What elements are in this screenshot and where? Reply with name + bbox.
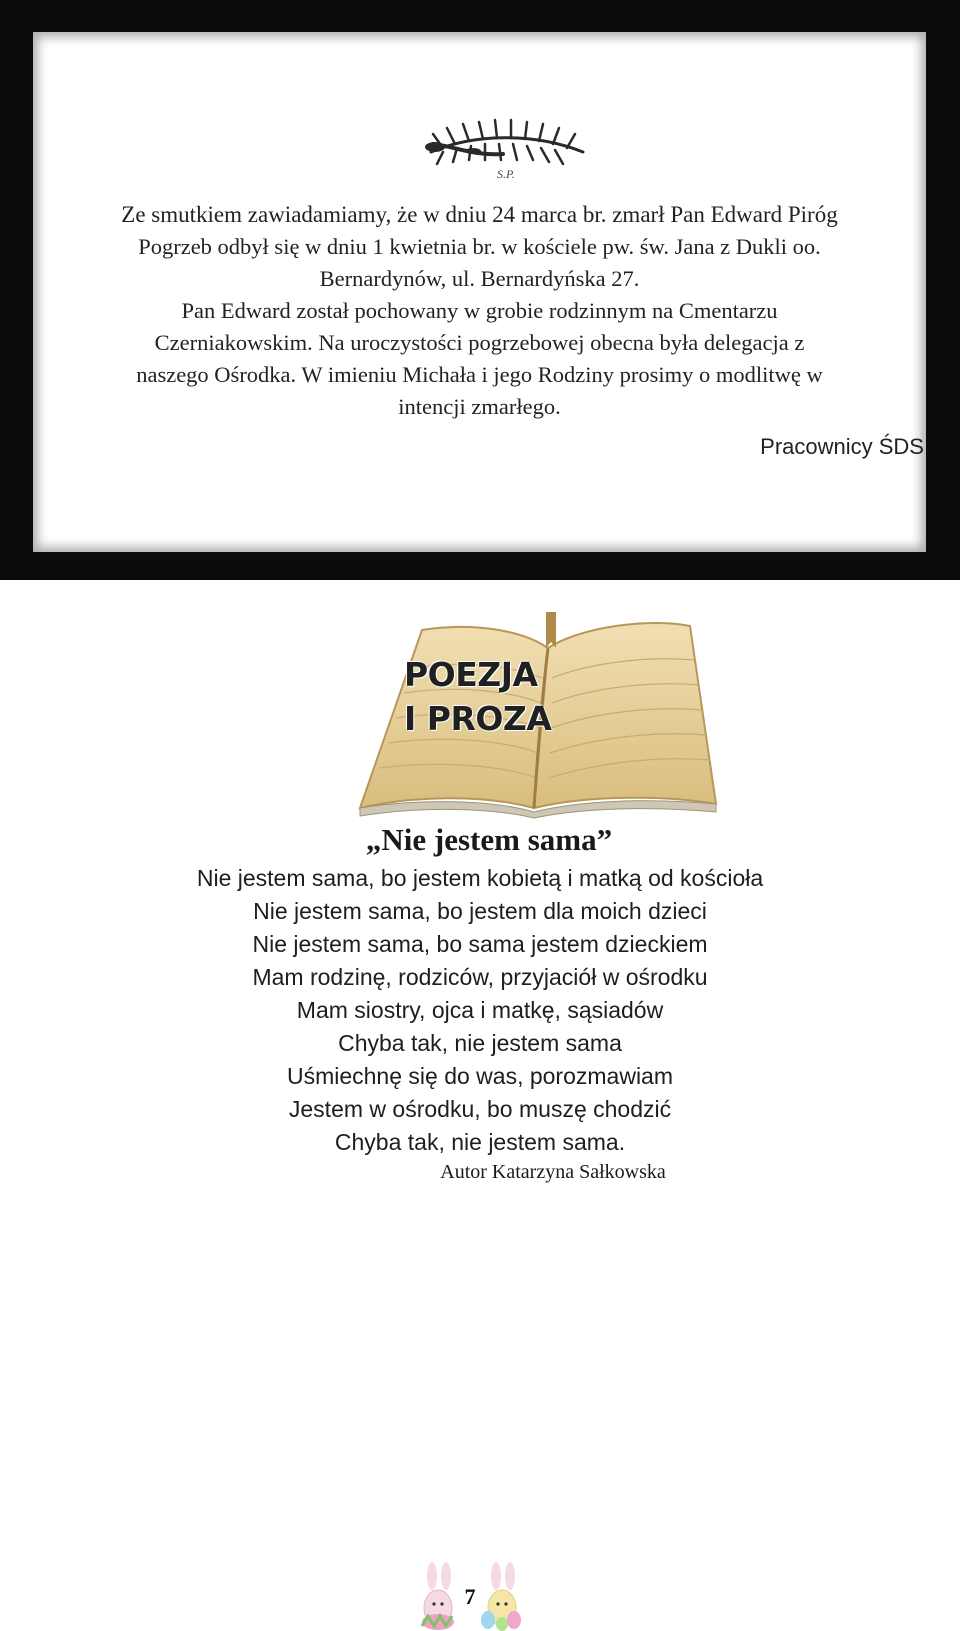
- obituary-line: Czerniakowskim. Na uroczystości pogrzebowej obecna była delegacja z: [154, 330, 805, 355]
- ornament-monogram: S.P.: [497, 167, 515, 181]
- obituary-line: intencji zmarłego.: [398, 394, 561, 419]
- obituary-frame: [0, 0, 960, 580]
- book-title-line: POEZJA: [404, 655, 538, 694]
- obituary-line: Pan Edward został pochowany w grobie rodzinnym na Cmentarzu: [181, 298, 778, 323]
- obituary-panel: [33, 32, 926, 552]
- obituary-signature: Pracownicy ŚDS: [760, 434, 924, 459]
- poem-line: Uśmiechnę się do was, porozmawiam: [286, 1063, 674, 1089]
- obituary-line: Bernardynów, ul. Bernardyńska 27.: [319, 266, 640, 291]
- obituary-text: [33, 199, 926, 463]
- book-title: [404, 653, 551, 741]
- obituary-line: naszego Ośrodka. W imieniu Michała i jego Rodziny prosimy o modlitwę w: [136, 362, 823, 387]
- palm-branch-icon: [413, 104, 603, 184]
- poem-line: Nie jestem sama, bo jestem kobietą i matką od kościoła: [196, 865, 764, 891]
- poem-line: Nie jestem sama, bo jestem dla moich dzieci: [253, 898, 707, 924]
- poem-body: [0, 862, 960, 1159]
- poem-title: „Nie jestem sama”: [365, 822, 613, 857]
- poem-line: Chyba tak, nie jestem sama: [338, 1030, 622, 1056]
- poem-line: Chyba tak, nie jestem sama.: [334, 1129, 626, 1155]
- obituary-line: Ze smutkiem zawiadamiamy, że w dniu 24 marca br. zmarł Pan Edward Piróg: [121, 202, 838, 227]
- obituary-line: Pogrzeb odbył się w dniu 1 kwietnia br. w kościele pw. św. Jana z Dukli oo.: [138, 234, 821, 259]
- poem-line: Jestem w ośrodku, bo muszę chodzić: [288, 1096, 672, 1122]
- poem-line: Mam rodzinę, rodziców, przyjaciół w ośrodku: [252, 964, 708, 990]
- poem-line: Nie jestem sama, bo sama jestem dzieckiem: [252, 931, 708, 957]
- poem-line: Mam siostry, ojca i matkę, sąsiadów: [296, 997, 664, 1023]
- poem-author: Autor Katarzyna Sałkowska: [440, 1161, 666, 1183]
- poem: [0, 820, 960, 1185]
- book-title-line: I PROZA: [404, 699, 552, 738]
- page-number: 7: [464, 1584, 476, 1609]
